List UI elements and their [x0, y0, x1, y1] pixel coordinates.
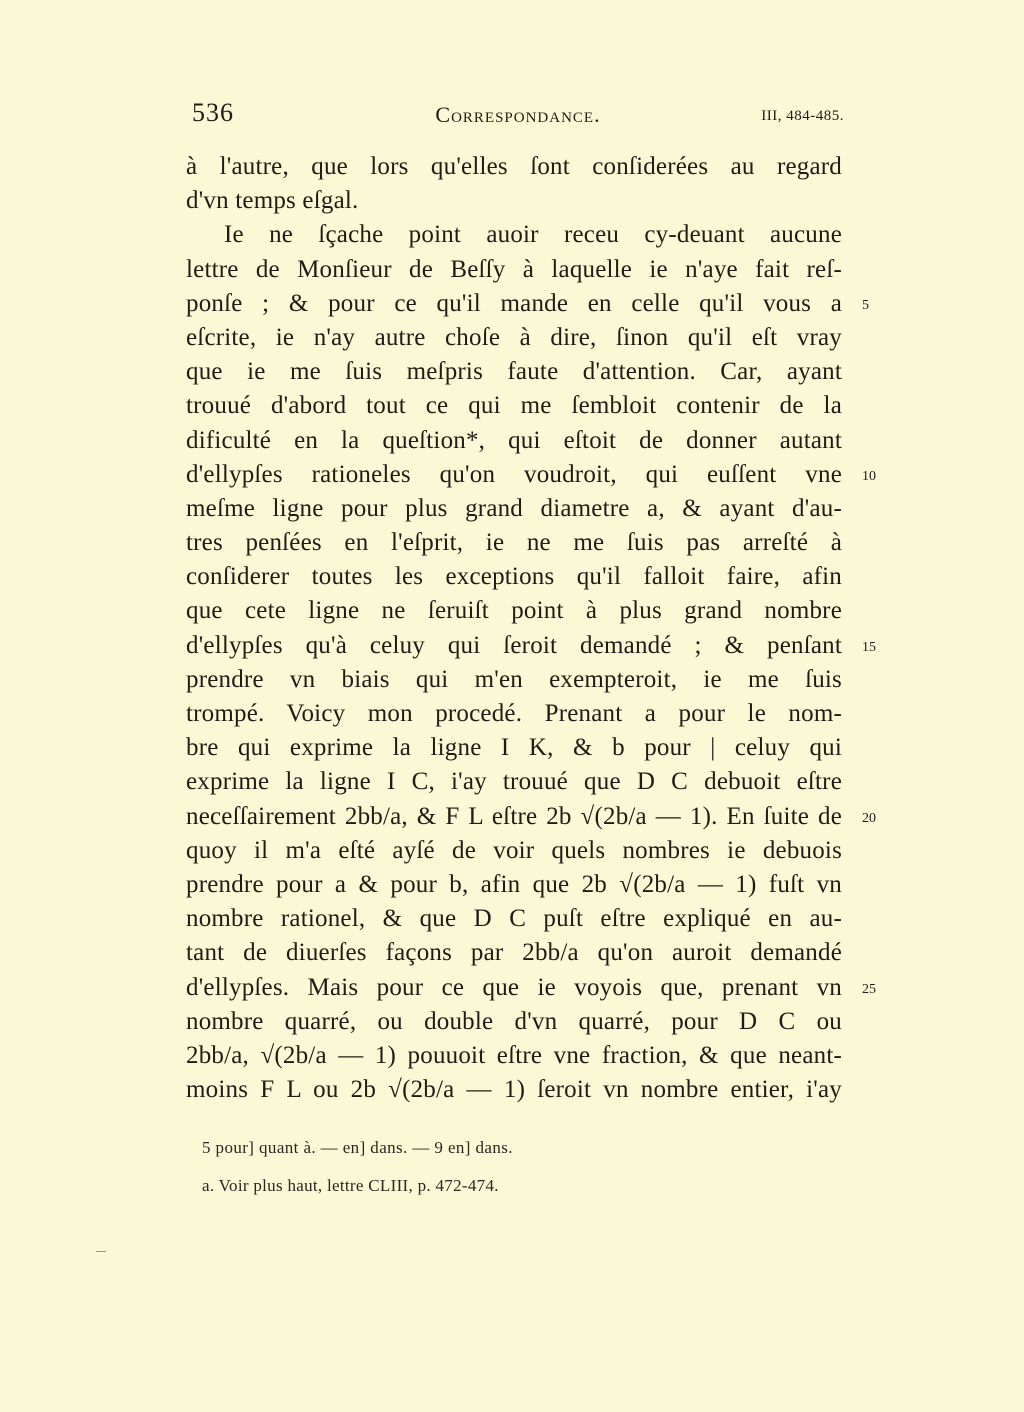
- text-line: tant de diuerſes façons par 2bb/a qu'on auroit demandé: [186, 939, 842, 967]
- text-line: d'ellypſes qu'à celuy qui ſeroit demandé ; & penſant: [186, 631, 842, 659]
- text-line: conſiderer toutes les exceptions qu'il falloit faire, afin: [186, 563, 842, 591]
- line-number: 5: [862, 298, 869, 313]
- line-number: 15: [862, 640, 876, 655]
- text-line: prendre pour a & pour b, afin que 2b √(2b/a — 1) fuſt vn: [186, 870, 842, 898]
- body-text: [186, 150, 842, 1107]
- text-line: que ie me ſuis meſpris faute d'attention. Car, ayant: [186, 358, 842, 386]
- text-line: exprime la ligne I C, i'ay trouué que D C debuoit eſtre: [186, 768, 842, 796]
- page-reference: III, 484-485.: [761, 108, 844, 124]
- text-line: trouué d'abord tout ce qui me ſembloit contenir de la: [186, 392, 842, 420]
- line-number: 10: [862, 469, 876, 484]
- line-number: 20: [862, 811, 876, 826]
- text-line: à l'autre, que lors qu'elles ſont conſiderées au regard: [186, 153, 842, 180]
- text-line: lettre de Monſieur de Beſſy à laquelle ie n'aye fait reſ-: [186, 255, 842, 283]
- text-line: d'ellypſes. Mais pour ce que ie voyois que, prenant vn: [186, 973, 842, 1001]
- margin-mark: [96, 1251, 106, 1252]
- notes-section: [202, 1138, 513, 1196]
- text-line: bre qui exprime la ligne I K, & b pour | celuy qui: [186, 734, 842, 762]
- text-line: 2bb/a, √(2b/a — 1) pouuoit eſtre vne fraction, & que neant-: [186, 1041, 842, 1069]
- variant-readings: 5 pour] quant à. — en] dans. — 9 en] dans.: [202, 1138, 513, 1157]
- text-line: d'ellypſes rationeles qu'on voudroit, qui euſſent vne: [186, 460, 842, 488]
- text-line: tres penſées en l'eſprit, ie ne me ſuis pas arreſté à: [186, 529, 842, 557]
- running-header: [192, 98, 844, 138]
- page-number: 536: [192, 98, 234, 127]
- text-line: moins F L ou 2b √(2b/a — 1) ſeroit vn nombre entier, i'ay: [186, 1076, 842, 1104]
- running-title: Correspondance.: [435, 102, 601, 127]
- text-line: neceſſairement 2bb/a, & F L eſtre 2b √(2b/a — 1). En ſuite de: [186, 802, 842, 830]
- text-line: ponſe ; & pour ce qu'il mande en celle qu'il vous a: [186, 289, 842, 317]
- line-number: 25: [862, 982, 876, 997]
- text-line: meſme ligne pour plus grand diametre a, & ayant d'au-: [186, 494, 842, 522]
- text-line: prendre vn biais qui m'en exempteroit, ie me ſuis: [186, 665, 842, 693]
- text-line: d'vn temps eſgal.: [186, 187, 359, 215]
- text-line: trompé. Voicy mon procedé. Prenant a pour le nom-: [186, 700, 842, 727]
- text-line: nombre rationel, & que D C puſt eſtre expliqué en au-: [186, 905, 842, 933]
- footnote: a. Voir plus haut, lettre CLIII, p. 472-474.: [202, 1176, 499, 1195]
- text-line: nombre quarré, ou double d'vn quarré, pour D C ou: [186, 1007, 842, 1035]
- text-line: dificulté en la queſtion*, qui eſtoit de donner autant: [186, 426, 842, 454]
- text-line: eſcrite, ie n'ay autre choſe à dire, ſinon qu'il eſt vray: [186, 323, 842, 351]
- text-line: quoy il m'a eſté ayſé de voir quels nombres ie debuois: [186, 836, 842, 864]
- text-line: Ie ne ſçache point auoir receu cy-deuant aucune: [224, 221, 842, 249]
- text-line: que cete ligne ne ſeruiſt point à plus grand nombre: [186, 597, 842, 625]
